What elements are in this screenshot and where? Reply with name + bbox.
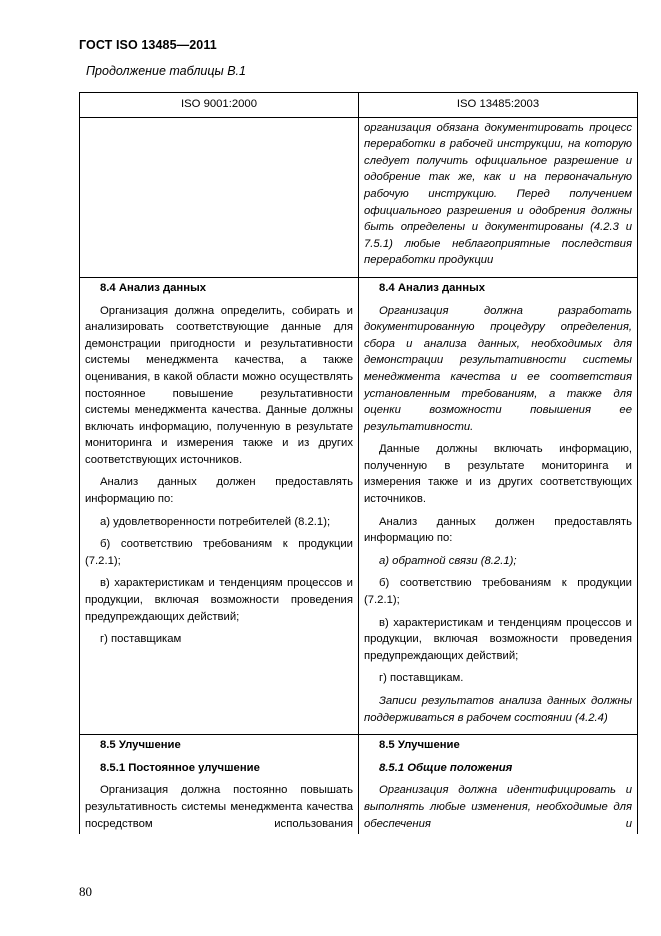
column-header-iso9001: ISO 9001:2000 (80, 93, 359, 118)
list-item: б) соответствию требованиям к продукции (7.2.1); (364, 577, 632, 607)
paragraph: Организация должна идентифицировать и выполнять любые изменения, необходимые для обеспечения и (364, 784, 632, 830)
column-header-iso13485: ISO 13485:2003 (359, 93, 638, 118)
paragraph: Организация должна определить, собирать и анализировать соответствующие данные для демонстрации пригодности и результативности системы менеджмента качества, а также оценивания, в какой области можно осуществлять постоянное повышение результативности системы менеджмента качества. Данные должны включать информацию, полученную в результате мониторинга и измерения также и из других соответствующих источников. (85, 304, 353, 466)
table-row (80, 277, 638, 734)
cell-left-improvement (80, 735, 359, 834)
list-item: б) соответствию требованиям к продукции (7.2.1); (85, 538, 353, 567)
paragraph: Записи результатов анализа данных должны поддерживаться в рабочем состоянии (4.2.4) (364, 695, 632, 724)
section-heading: 8.4 Анализ данных (379, 281, 486, 294)
table-header-row (80, 93, 638, 118)
table-row (80, 735, 638, 834)
paragraph: Анализ данных должен предоставлять информацию по: (364, 515, 632, 545)
paragraph: Организация должна разработать документированную процедуру определения, сбора и анализа данных, необходимых для демонстрации результативности системы менеджмента качества и ее соответствия установленным требованиям, а также для оценки возможности повышения ее результативности. (364, 304, 632, 433)
table-continuation-caption: Продолжение таблицы В.1 (86, 64, 246, 78)
section-heading: 8.5 Улучшение (100, 739, 181, 752)
subsection-heading: 8.5.1 Общие положения (379, 761, 513, 774)
page-number: 80 (79, 884, 92, 899)
section-heading: 8.4 Анализ данных (100, 281, 207, 294)
cell-right-data-analysis (359, 277, 638, 734)
list-item: в) характеристикам и тенденциям процессов и продукции, включая возможности проведения предупреждающих действий; (364, 616, 632, 662)
list-item: в) характеристикам и тенденциям процессов и продукции, включая возможности проведения предупреждающих действий; (85, 577, 353, 623)
rework-paragraph: организация обязана документировать процесс переработки в рабочей инструкции, на которую следует получить официальное разрешение и одобрение так же, как и на первоначальную рабочую инструкцию. Перед получением официального разрешения и одобрения должны быть определены и документированы (4.2.3 и 7.5.1) любые неблагоприятные последствия переработки продукции (364, 121, 632, 267)
paragraph: Организация должна постоянно повышать результативность системы менеджмента качества посредством использования (85, 784, 353, 830)
list-item: а) удовлетворенности потребителей (8.2.1); (100, 515, 331, 528)
paragraph: Анализ данных должен предоставлять информацию по: (85, 476, 353, 506)
section-heading: 8.5 Улучшение (379, 739, 460, 752)
standard-title: ГОСТ ISO 13485—2011 (79, 38, 217, 52)
table-row (80, 117, 638, 277)
cell-right-improvement (359, 735, 638, 834)
cell-right-rework (359, 117, 638, 277)
subsection-heading: 8.5.1 Постоянное улучшение (100, 761, 260, 774)
paragraph: Данные должны включать информацию, полученную в результате мониторинга и измерения также и из других соответствующих источников. (364, 443, 632, 506)
comparison-table (79, 92, 638, 834)
list-item: г) поставщикам. (379, 672, 464, 685)
list-item: г) поставщикам (100, 633, 182, 646)
list-item: а) обратной связи (8.2.1); (379, 554, 517, 567)
cell-left-empty (80, 117, 359, 277)
cell-left-data-analysis (80, 277, 359, 734)
